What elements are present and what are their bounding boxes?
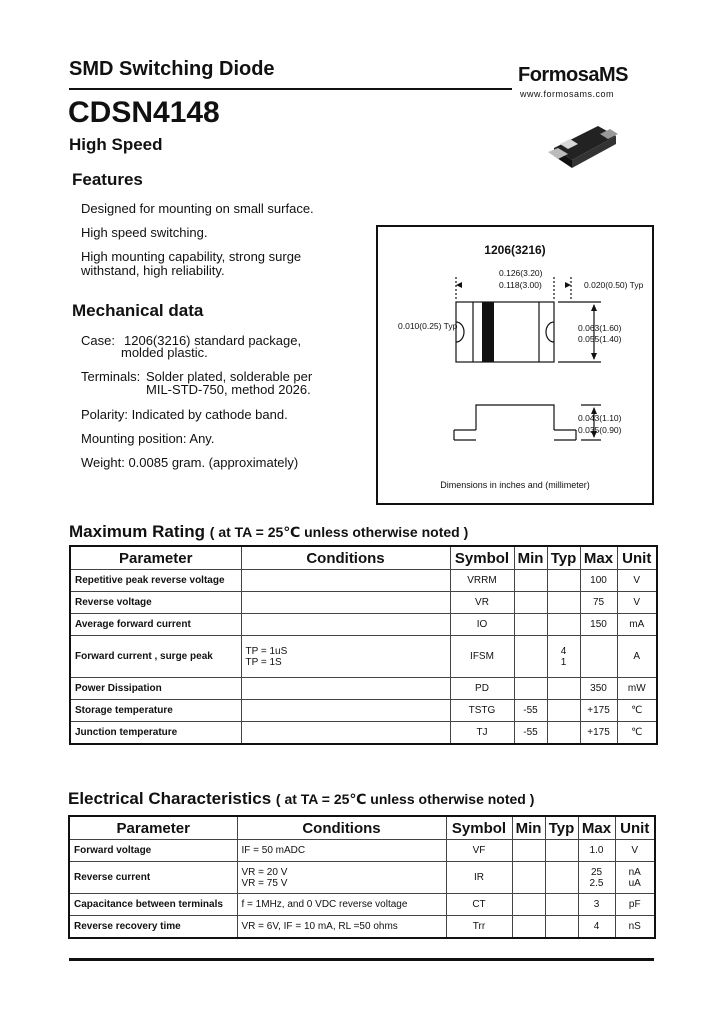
col-header: Conditions (241, 546, 450, 570)
condition-line: VR = 20 V (241, 866, 288, 878)
col-header: Unit (617, 546, 657, 570)
cell-max: 150 (580, 614, 617, 636)
unit-line: uA (628, 877, 641, 889)
cell-typ (547, 614, 580, 636)
polarity: Polarity: Indicated by cathode band. (81, 407, 288, 422)
tagline: High Speed (69, 135, 163, 154)
cell-parameter: Storage temperature (70, 700, 241, 722)
electrical-heading (68, 789, 534, 809)
cell-unit: pF (615, 894, 655, 916)
cell-typ (545, 862, 578, 894)
cell-max: +175 (580, 700, 617, 722)
mounting-position: Mounting position: Any. (81, 431, 215, 446)
electrical-subtitle: ( at TA = 25℃ unless otherwise noted ) (275, 791, 535, 807)
cell-symbol: Trr (446, 916, 512, 938)
cell-typ (547, 592, 580, 614)
cell-min (512, 840, 545, 862)
cell-unit: nS (615, 916, 655, 938)
terminals-label: Terminals: (81, 369, 141, 384)
cell-conditions: VR = 6V, IF = 10 mA, RL =50 ohms (237, 916, 446, 938)
table-row (69, 894, 655, 916)
cell-min (514, 614, 547, 636)
electrical-title: Electrical Characteristics (68, 789, 272, 808)
table-row (70, 678, 657, 700)
part-number-title: CDSN4148 (68, 96, 220, 129)
col-header: Max (580, 546, 617, 570)
cell-conditions: f = 1MHz, and 0 VDC reverse voltage (237, 894, 446, 916)
cell-symbol: IFSM (450, 636, 514, 678)
cell-max (580, 636, 617, 678)
table-header-row (70, 546, 657, 570)
typ-line: 1 (560, 656, 567, 668)
cell-unit: mW (617, 678, 657, 700)
diagram-note: Dimensions in inches and (millimeter) (440, 480, 590, 490)
cell-unit: ℃ (617, 700, 657, 722)
dim-length-min: 0.118(3.00) (499, 280, 542, 290)
col-header: Unit (615, 816, 655, 840)
cell-typ (547, 700, 580, 722)
cell-max: +175 (580, 722, 617, 744)
features-heading: Features (72, 170, 143, 189)
cell-conditions (241, 678, 450, 700)
cell-max: 75 (580, 592, 617, 614)
cell-typ (547, 570, 580, 592)
cell-symbol: IR (446, 862, 512, 894)
cell-parameter: Forward current , surge peak (70, 636, 241, 678)
cell-parameter: Junction temperature (70, 722, 241, 744)
max-rating-table (69, 545, 658, 745)
document-subtitle: SMD Switching Diode (69, 58, 275, 80)
case-value: 1206(3216) standard package, (124, 333, 302, 348)
cell-parameter: Reverse current (69, 862, 237, 894)
cell-max: 350 (580, 678, 617, 700)
cell-conditions: IF = 50 mADC (237, 840, 446, 862)
table-row (69, 862, 655, 894)
cell-symbol: TSTG (450, 700, 514, 722)
cell-max: 3 (578, 894, 615, 916)
table-row (70, 592, 657, 614)
package-photo (540, 118, 622, 176)
col-header: Typ (547, 546, 580, 570)
cell-parameter: Average forward current (70, 614, 241, 636)
dim-width-min: 0.055(1.40) (578, 334, 622, 344)
terminals-value: Solder plated, solderable per (146, 369, 313, 384)
package-outline-drawing (376, 225, 654, 505)
condition-line: TP = 1uS (245, 645, 288, 657)
cell-parameter: Power Dissipation (70, 678, 241, 700)
dim-band: 0.010(0.25) Typ (398, 321, 458, 331)
condition-line: TP = 1S (245, 656, 282, 668)
cell-symbol: VRRM (450, 570, 514, 592)
cell-unit: V (617, 592, 657, 614)
cell-unit: ℃ (617, 722, 657, 744)
cell-unit (615, 862, 655, 894)
condition-line: VR = 75 V (241, 877, 288, 889)
cell-min (514, 636, 547, 678)
cell-symbol: TJ (450, 722, 514, 744)
table-header-row (69, 816, 655, 840)
cell-conditions (241, 614, 450, 636)
footer-rule (69, 958, 654, 961)
header-rule (69, 88, 512, 90)
feature-item: High mounting capability, strong surge (81, 249, 302, 264)
cell-unit: V (615, 840, 655, 862)
cell-min (514, 592, 547, 614)
cell-conditions (241, 636, 450, 678)
cell-conditions (241, 722, 450, 744)
cell-conditions (241, 592, 450, 614)
cell-unit: A (617, 636, 657, 678)
feature-item: High speed switching. (81, 225, 208, 240)
col-header: Max (578, 816, 615, 840)
col-header: Typ (545, 816, 578, 840)
cell-typ (547, 678, 580, 700)
cell-min: -55 (514, 700, 547, 722)
dim-height-min: 0.035(0.90) (578, 425, 622, 435)
case-label: Case: (81, 333, 115, 348)
cell-max (578, 862, 615, 894)
case-value-2: molded plastic. (121, 345, 208, 360)
table-row (70, 700, 657, 722)
cell-min (512, 862, 545, 894)
cell-typ (545, 840, 578, 862)
dim-height-max: 0.043(1.10) (578, 413, 622, 423)
table-row (69, 916, 655, 938)
max-rating-subtitle: ( at TA = 25℃ unless otherwise noted ) (209, 524, 469, 540)
weight: Weight: 0.0085 gram. (approximately) (81, 455, 299, 470)
cell-typ (545, 916, 578, 938)
table-row (70, 636, 657, 678)
cell-conditions (241, 570, 450, 592)
cell-min: -55 (514, 722, 547, 744)
cell-symbol: VR (450, 592, 514, 614)
col-header: Parameter (69, 816, 237, 840)
col-header: Parameter (70, 546, 241, 570)
max-line: 2.5 (589, 877, 604, 889)
cell-conditions (241, 700, 450, 722)
cell-parameter: Forward voltage (69, 840, 237, 862)
cell-unit: V (617, 570, 657, 592)
terminals-value-2: MIL-STD-750, method 2026. (146, 382, 311, 397)
typ-line: 4 (560, 645, 567, 657)
dim-terminal: 0.020(0.50) Typ (584, 280, 644, 290)
col-header: Min (514, 546, 547, 570)
max-rating-heading (69, 522, 468, 542)
cell-typ (545, 894, 578, 916)
brand-logo: FormosaMS (518, 64, 628, 86)
mechanical-heading: Mechanical data (72, 301, 204, 320)
diagram-title: 1206(3216) (484, 243, 546, 257)
cell-typ (547, 722, 580, 744)
feature-item: Designed for mounting on small surface. (81, 201, 314, 216)
cell-min (512, 894, 545, 916)
cell-min (514, 678, 547, 700)
cell-unit: mA (617, 614, 657, 636)
dim-width-max: 0.063(1.60) (578, 323, 622, 333)
cell-max: 1.0 (578, 840, 615, 862)
col-header: Symbol (446, 816, 512, 840)
cell-symbol: PD (450, 678, 514, 700)
col-header: Min (512, 816, 545, 840)
dim-length-max: 0.126(3.20) (499, 268, 543, 278)
cell-parameter: Reverse voltage (70, 592, 241, 614)
cell-symbol: VF (446, 840, 512, 862)
cell-parameter: Capacitance between terminals (69, 894, 237, 916)
cell-symbol: IO (450, 614, 514, 636)
unit-line: nA (628, 866, 641, 878)
cell-min (512, 916, 545, 938)
cell-max: 100 (580, 570, 617, 592)
cell-typ (547, 636, 580, 678)
cell-min (514, 570, 547, 592)
brand-url: www.formosams.com (520, 89, 615, 99)
cell-max: 4 (578, 916, 615, 938)
max-line: 25 (590, 866, 603, 878)
cell-parameter: Repetitive peak reverse voltage (70, 570, 241, 592)
electrical-table (68, 815, 656, 939)
feature-item: withstand, high reliability. (81, 263, 225, 278)
table-row (70, 722, 657, 744)
cell-parameter: Reverse recovery time (69, 916, 237, 938)
col-header: Conditions (237, 816, 446, 840)
cell-conditions (237, 862, 446, 894)
cell-symbol: CT (446, 894, 512, 916)
table-row (69, 840, 655, 862)
table-row (70, 570, 657, 592)
max-rating-title: Maximum Rating (69, 522, 206, 541)
table-row (70, 614, 657, 636)
col-header: Symbol (450, 546, 514, 570)
